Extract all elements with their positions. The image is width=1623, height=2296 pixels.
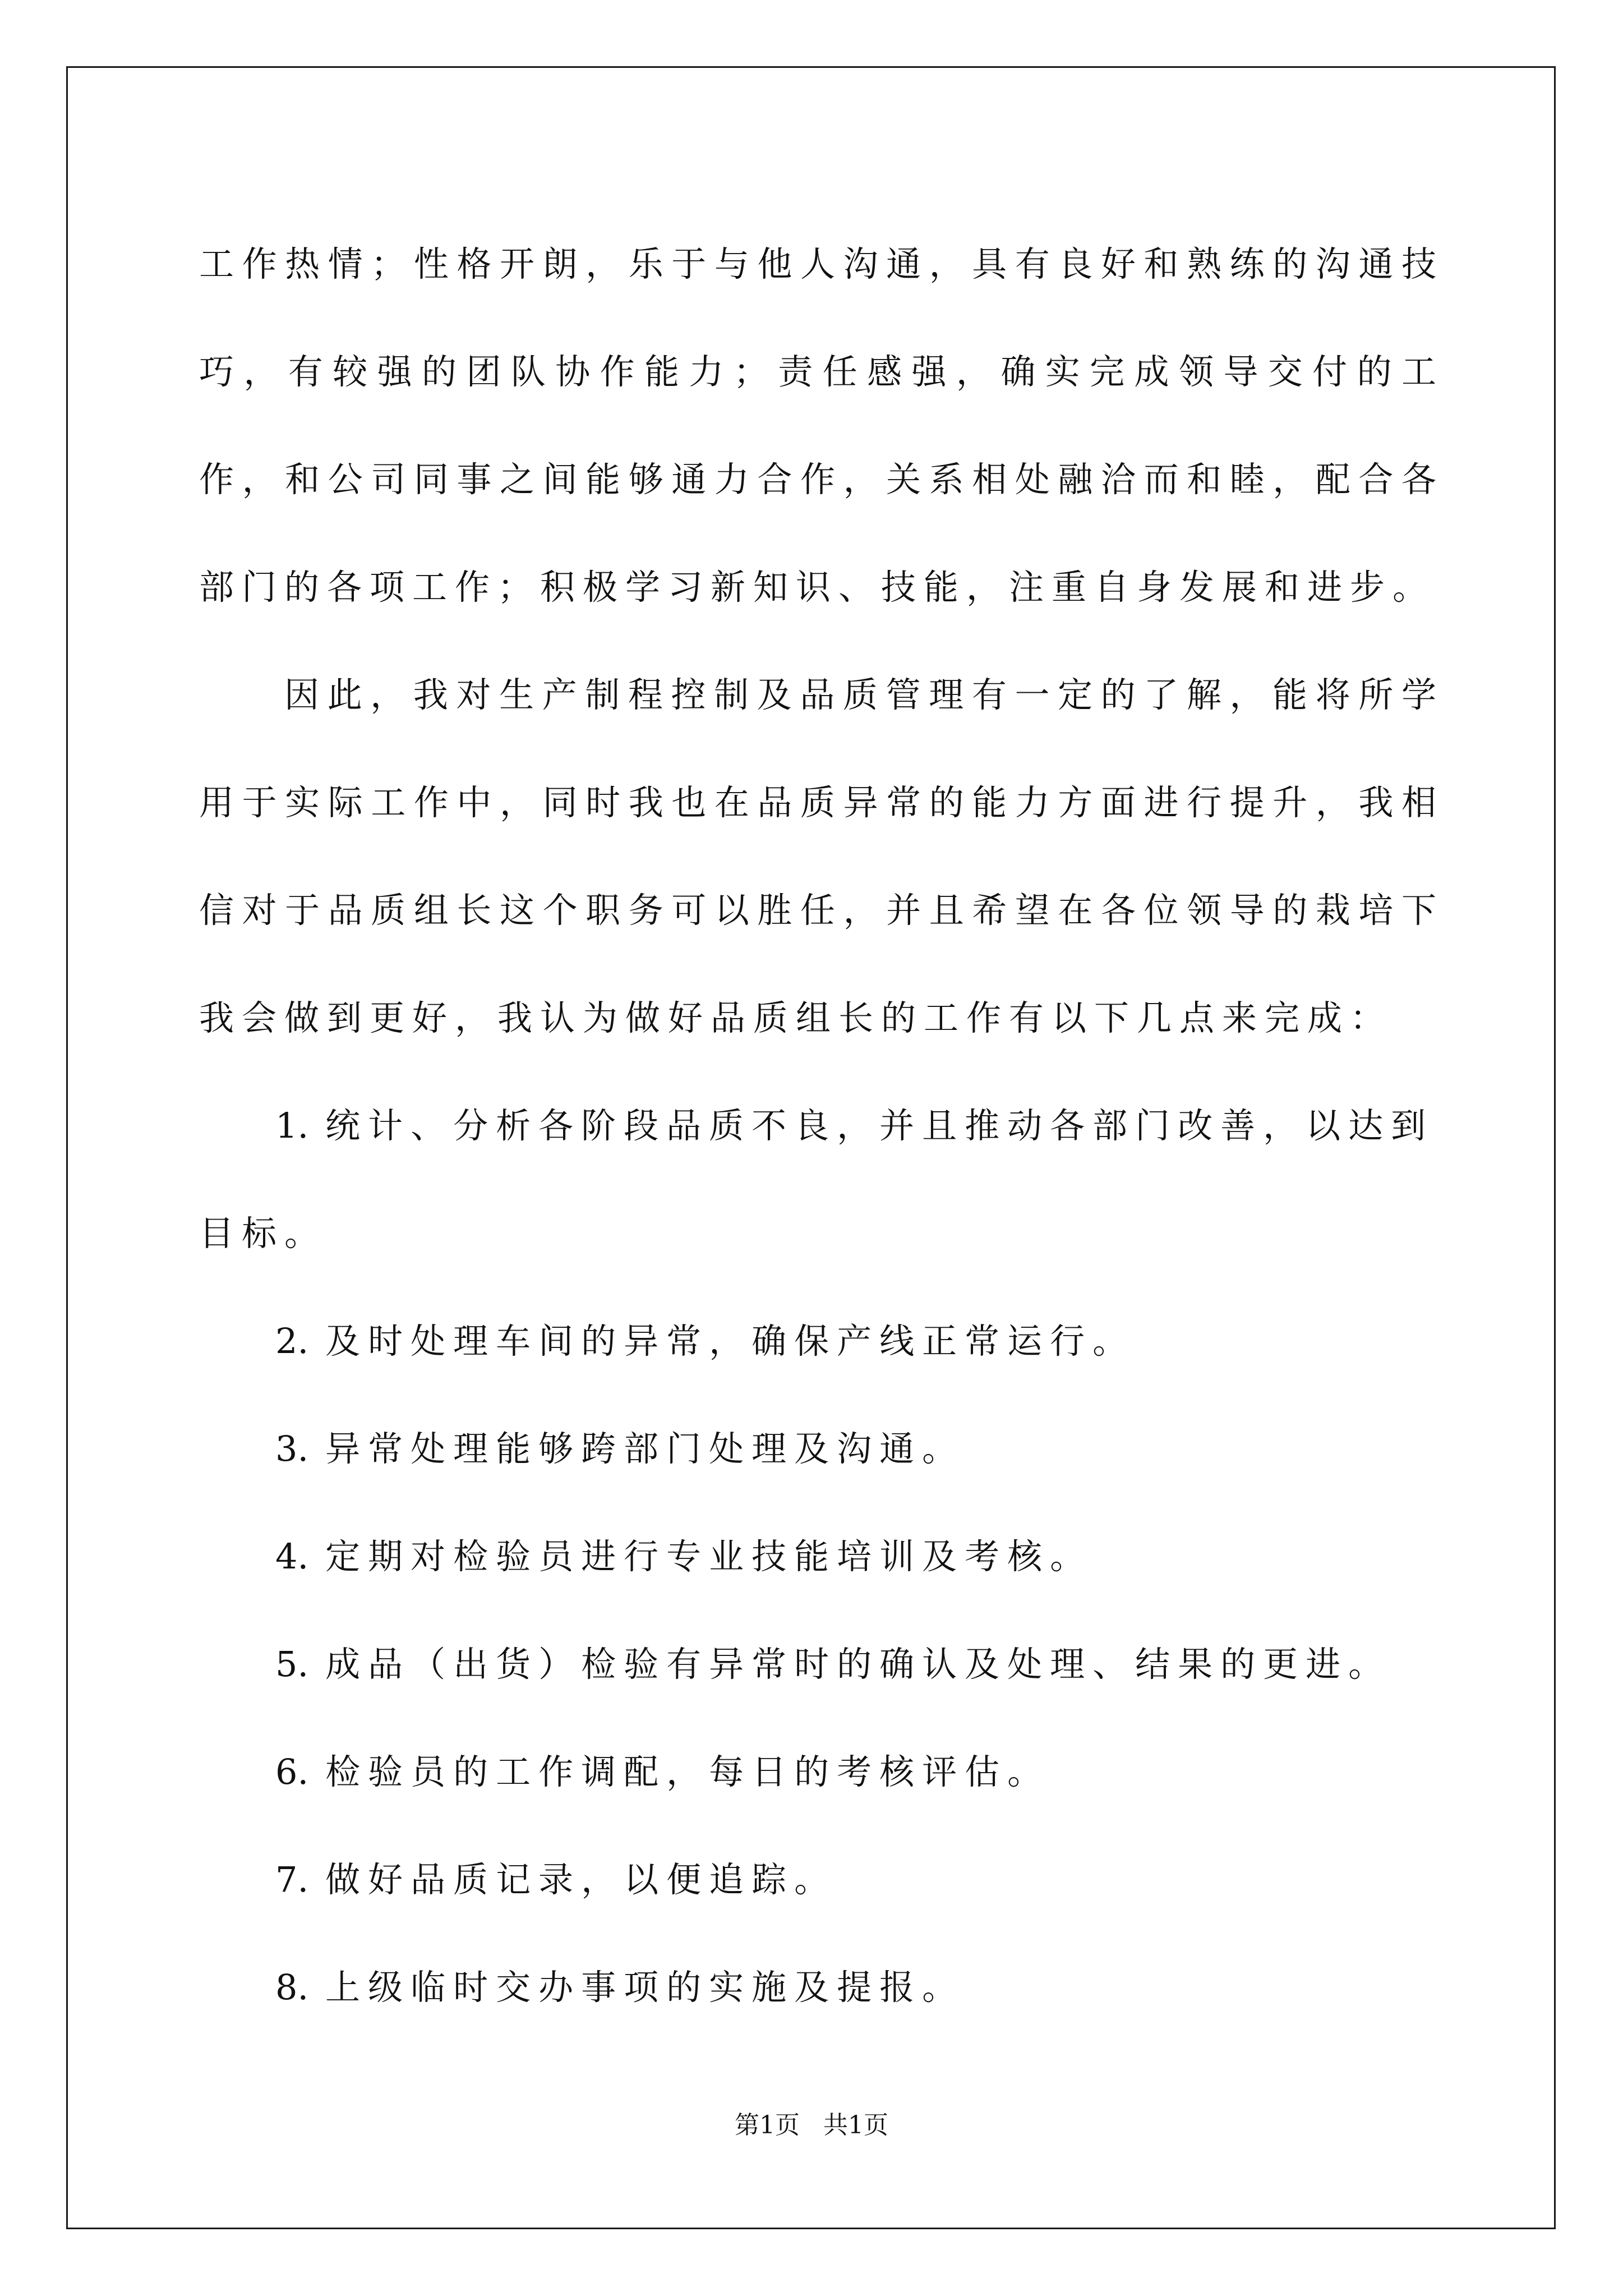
duty-list (199, 1072, 1444, 2041)
list-item-text: 统计、分析各阶段品质不良，并且推动各部门改善，以达到目标。 (199, 1105, 1434, 1254)
page-number: 第1页 (735, 2111, 800, 2139)
list-item (199, 1934, 1444, 2041)
list-item-text: 检验员的工作调配，每日的考核评估。 (325, 1751, 1050, 1792)
list-item (199, 1395, 1444, 1503)
list-item (199, 1611, 1444, 1718)
list-item-number: 2. (275, 1320, 309, 1361)
list-item-number: 3. (275, 1428, 309, 1469)
list-item-text: 异常处理能够跨部门处理及沟通。 (325, 1428, 965, 1469)
list-item-number: 5. (275, 1644, 309, 1685)
list-item-number: 8. (275, 1967, 309, 2008)
document-body (199, 210, 1444, 2041)
list-item-text: 上级临时交办事项的实施及提报。 (325, 1967, 965, 2008)
list-item-text: 定期对检验员进行专业技能培训及考核。 (325, 1536, 1093, 1577)
paragraph-1: 工作热情；性格开朗，乐于与他人沟通，具有良好和熟练的沟通技巧，有较强的团队协作能力；责任感强，确实完成领导交付的工作，和公司同事之间能够通力合作，关系相处融洽而和睦，配合各部门的各项工作；积极学习新知识、技能，注重自身发展和进步。 (199, 243, 1444, 608)
page-total: 共1页 (823, 2111, 888, 2139)
list-item-text: 做好品质记录，以便追踪。 (325, 1859, 837, 1900)
paragraph-2: 因此，我对生产制程控制及品质管理有一定的了解，能将所学用于实际工作中，同时我也在品质异常的能力方面进行提升，我相信对于品质组长这个职务可以胜任，并且希望在各位领导的栽培下我会做到更好，我认为做好品质组长的工作有以下几点来完成： (199, 674, 1444, 1038)
list-item (199, 1718, 1444, 1826)
page-footer (0, 2105, 1623, 2141)
list-item-text: 及时处理车间的异常，确保产线正常运行。 (325, 1320, 1136, 1361)
list-item (199, 1287, 1444, 1395)
list-item-text: 成品（出货）检验有异常时的确认及处理、结果的更进。 (325, 1644, 1391, 1685)
list-item-number: 1. (275, 1105, 309, 1146)
list-item (199, 1826, 1444, 1934)
list-item (199, 1503, 1444, 1611)
list-item-number: 7. (275, 1859, 309, 1900)
list-item-number: 6. (275, 1751, 309, 1792)
list-item (199, 1072, 1444, 1287)
list-item-number: 4. (275, 1536, 309, 1577)
